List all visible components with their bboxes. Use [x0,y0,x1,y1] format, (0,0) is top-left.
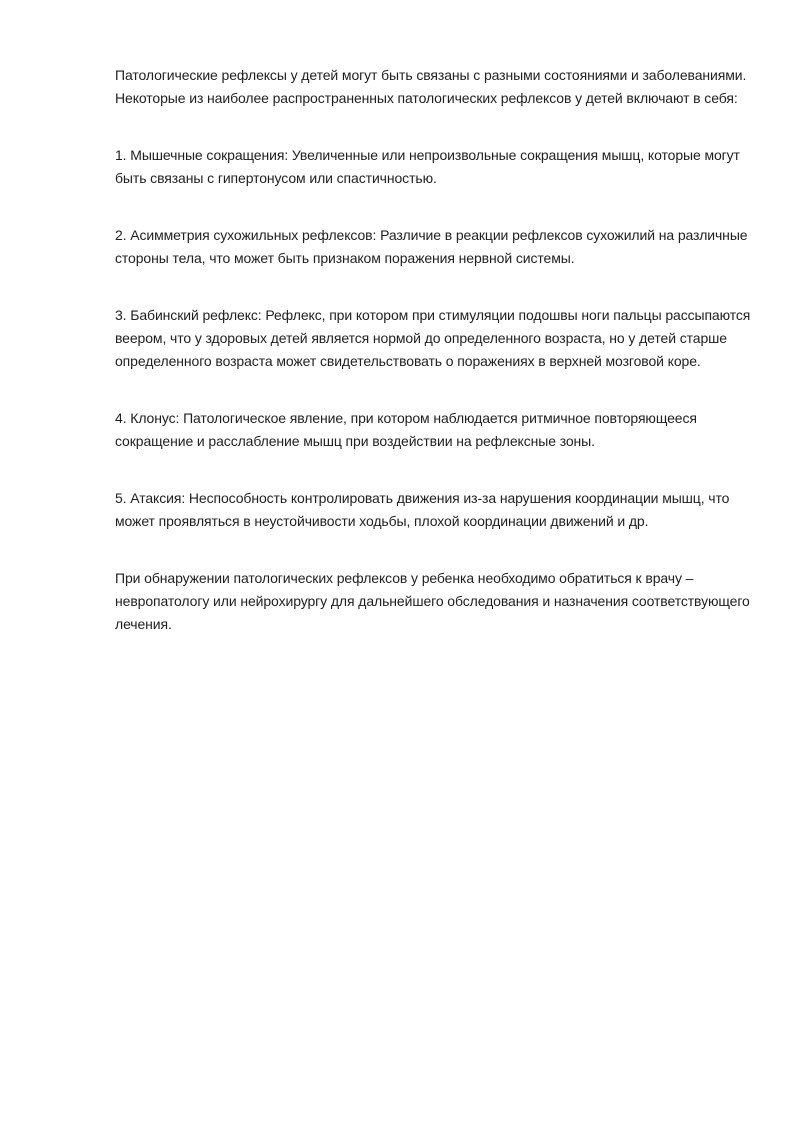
list-item-clonus: 4. Клонус: Патологическое явление, при котором наблюдается ритмичное повторяющееся сокращение и расслабление мышц при воздействии на рефлексные зоны. [115,410,697,449]
intro-paragraph: Патологические рефлексы у детей могут быть связаны с разными состояниями и заболеваниями. Некоторые из наиболее распространенных патологических рефлексов у детей включают в себя: [115,67,747,106]
outro-paragraph: При обнаружении патологических рефлексов у ребенка необходимо обратиться к врачу – невропатологу или нейрохирургу для дальнейшего обследования и назначения соответствующего лечения. [115,570,750,632]
list-item-babinski-reflex: 3. Бабинский рефлекс: Рефлекс, при котором при стимуляции подошвы ноги пальцы рассыпаются веером, что у здоровых детей является нормой до определенного возраста, но у детей старше определенного возраста может свидетельствовать о поражениях в верхней мозговой коре. [115,307,751,369]
list-item-muscle-contractions: 1. Мышечные сокращения: Увеличенные или непроизвольные сокращения мышц, которые могут быть связаны с гипертонусом или спастичностью. [115,147,740,186]
list-item-tendon-reflex-asymmetry: 2. Асимметрия сухожильных рефлексов: Различие в реакции рефлексов сухожилий на различные стороны тела, что может быть признаком поражения нервной системы. [115,227,748,266]
text-content [115,64,755,636]
list-item-ataxia: 5. Атаксия: Неспособность контролировать движения из-за нарушения координации мышц, что может проявляться в неустойчивости ходьбы, плохой координации движений и др. [115,490,730,529]
